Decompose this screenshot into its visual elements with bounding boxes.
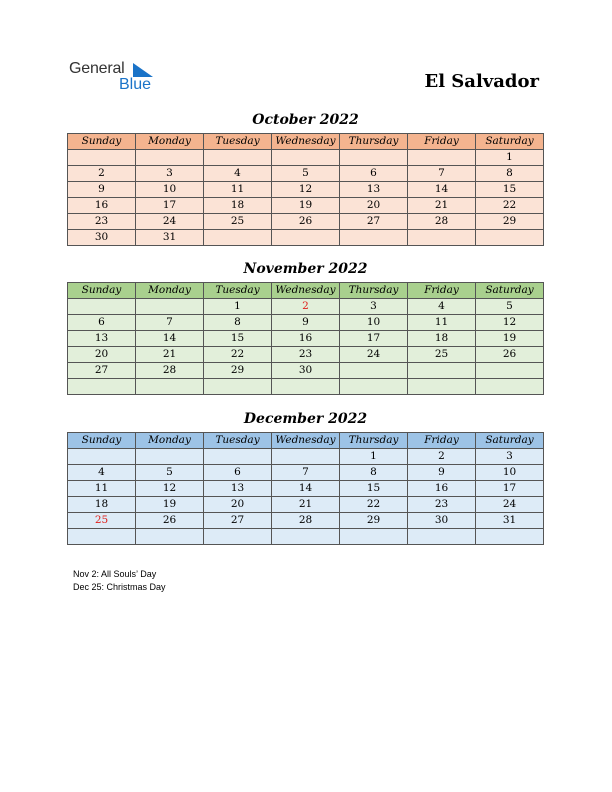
weekday-header: Tuesday xyxy=(204,433,272,449)
weekday-header: Sunday xyxy=(68,433,136,449)
day-cell: 29 xyxy=(204,363,272,379)
day-cell: 31 xyxy=(136,230,204,246)
day-cell: 6 xyxy=(340,166,408,182)
weekday-header: Monday xyxy=(136,134,204,150)
day-cell: 14 xyxy=(272,481,340,497)
month-title-october: October 2022 xyxy=(252,112,359,128)
day-cell xyxy=(204,230,272,246)
day-cell: 21 xyxy=(136,347,204,363)
day-cell: 24 xyxy=(340,347,408,363)
day-cell: 12 xyxy=(136,481,204,497)
day-cell xyxy=(272,529,340,545)
day-cell: 8 xyxy=(204,315,272,331)
week-row xyxy=(68,198,544,214)
day-cell xyxy=(408,379,476,395)
weekday-header: Monday xyxy=(136,283,204,299)
week-row xyxy=(68,529,544,545)
day-cell xyxy=(272,449,340,465)
day-cell: 23 xyxy=(408,497,476,513)
calendar-body xyxy=(68,299,544,395)
month-title-december: December 2022 xyxy=(243,411,368,427)
day-cell: 28 xyxy=(272,513,340,529)
day-cell xyxy=(204,379,272,395)
day-cell xyxy=(340,230,408,246)
day-cell: 16 xyxy=(272,331,340,347)
day-cell: 16 xyxy=(68,198,136,214)
day-cell: 3 xyxy=(340,299,408,315)
weekday-header: Sunday xyxy=(68,134,136,150)
day-cell: 11 xyxy=(408,315,476,331)
day-cell: 21 xyxy=(408,198,476,214)
day-cell xyxy=(340,363,408,379)
week-row xyxy=(68,166,544,182)
day-cell xyxy=(476,379,544,395)
weekday-header: Tuesday xyxy=(204,134,272,150)
day-cell: 12 xyxy=(272,182,340,198)
day-cell xyxy=(204,150,272,166)
day-cell xyxy=(68,529,136,545)
day-cell xyxy=(204,529,272,545)
country-title: El Salvador xyxy=(424,71,539,92)
day-cell: 9 xyxy=(68,182,136,198)
week-row xyxy=(68,230,544,246)
week-row xyxy=(68,465,544,481)
day-cell: 20 xyxy=(204,497,272,513)
weekday-header: Monday xyxy=(136,433,204,449)
day-cell xyxy=(136,299,204,315)
weekday-header: Tuesday xyxy=(204,283,272,299)
day-cell: 18 xyxy=(408,331,476,347)
weekday-header: Wednesday xyxy=(272,433,340,449)
day-cell: 9 xyxy=(408,465,476,481)
day-cell: 3 xyxy=(476,449,544,465)
day-cell: 15 xyxy=(340,481,408,497)
day-cell: 23 xyxy=(68,214,136,230)
weekday-header: Sunday xyxy=(68,283,136,299)
day-cell xyxy=(136,449,204,465)
day-cell: 11 xyxy=(204,182,272,198)
week-row xyxy=(68,513,544,529)
day-cell: 21 xyxy=(272,497,340,513)
day-cell xyxy=(136,529,204,545)
day-cell: 17 xyxy=(476,481,544,497)
day-cell: 4 xyxy=(204,166,272,182)
day-cell xyxy=(408,150,476,166)
day-cell: 30 xyxy=(272,363,340,379)
logo-general-text: General xyxy=(69,60,125,77)
calendar-body xyxy=(68,449,544,545)
day-cell: 29 xyxy=(476,214,544,230)
day-cell: 28 xyxy=(136,363,204,379)
day-cell: 2 xyxy=(408,449,476,465)
day-cell: 30 xyxy=(68,230,136,246)
week-row xyxy=(68,299,544,315)
day-cell: 5 xyxy=(136,465,204,481)
day-cell: 4 xyxy=(408,299,476,315)
day-cell: 16 xyxy=(408,481,476,497)
day-cell: 19 xyxy=(272,198,340,214)
day-cell: 6 xyxy=(204,465,272,481)
day-cell: 19 xyxy=(136,497,204,513)
weekday-header-row xyxy=(68,433,544,449)
day-cell: 18 xyxy=(68,497,136,513)
week-row xyxy=(68,150,544,166)
day-cell: 5 xyxy=(476,299,544,315)
weekday-header: Saturday xyxy=(476,283,544,299)
holiday-note: Nov 2: All Souls’ Day xyxy=(73,569,157,579)
day-cell xyxy=(68,150,136,166)
day-cell: 7 xyxy=(136,315,204,331)
day-cell: 9 xyxy=(272,315,340,331)
day-cell xyxy=(272,150,340,166)
day-cell xyxy=(136,379,204,395)
weekday-header: Wednesday xyxy=(272,134,340,150)
calendar-october xyxy=(67,133,544,246)
day-cell: 22 xyxy=(340,497,408,513)
weekday-header: Friday xyxy=(408,134,476,150)
day-cell: 1 xyxy=(340,449,408,465)
week-row xyxy=(68,481,544,497)
day-cell: 24 xyxy=(136,214,204,230)
day-cell: 1 xyxy=(204,299,272,315)
day-cell: 18 xyxy=(204,198,272,214)
day-cell: 19 xyxy=(476,331,544,347)
calendar-november xyxy=(67,282,544,395)
day-cell xyxy=(340,150,408,166)
day-cell xyxy=(476,529,544,545)
day-cell: 24 xyxy=(476,497,544,513)
day-cell: 31 xyxy=(476,513,544,529)
day-cell: 7 xyxy=(272,465,340,481)
day-cell: 5 xyxy=(272,166,340,182)
day-cell: 14 xyxy=(136,331,204,347)
day-cell: 15 xyxy=(204,331,272,347)
day-cell: 13 xyxy=(204,481,272,497)
day-cell: 17 xyxy=(340,331,408,347)
day-cell: 13 xyxy=(340,182,408,198)
day-cell: 26 xyxy=(272,214,340,230)
day-cell: 13 xyxy=(68,331,136,347)
week-row xyxy=(68,497,544,513)
day-cell: 14 xyxy=(408,182,476,198)
day-cell: 22 xyxy=(204,347,272,363)
generalblue-logo xyxy=(69,60,169,100)
day-cell: 10 xyxy=(136,182,204,198)
holiday-notes xyxy=(73,568,166,594)
weekday-header: Friday xyxy=(408,283,476,299)
day-cell: 12 xyxy=(476,315,544,331)
day-cell xyxy=(408,363,476,379)
weekday-header: Thursday xyxy=(340,134,408,150)
weekday-header: Friday xyxy=(408,433,476,449)
day-cell xyxy=(408,230,476,246)
week-row xyxy=(68,331,544,347)
day-cell: 15 xyxy=(476,182,544,198)
weekday-header: Thursday xyxy=(340,433,408,449)
day-cell: 28 xyxy=(408,214,476,230)
weekday-header-row xyxy=(68,283,544,299)
weekday-header: Thursday xyxy=(340,283,408,299)
day-cell: 17 xyxy=(136,198,204,214)
day-cell: 20 xyxy=(68,347,136,363)
day-cell: 2 xyxy=(68,166,136,182)
day-cell: 26 xyxy=(476,347,544,363)
logo-blue-text: Blue xyxy=(119,76,152,93)
weekday-header: Wednesday xyxy=(272,283,340,299)
day-cell xyxy=(476,230,544,246)
day-cell: 27 xyxy=(204,513,272,529)
day-cell: 10 xyxy=(340,315,408,331)
week-row xyxy=(68,214,544,230)
day-cell: 20 xyxy=(340,198,408,214)
week-row xyxy=(68,315,544,331)
day-cell xyxy=(272,379,340,395)
day-cell: 3 xyxy=(136,166,204,182)
day-cell: 8 xyxy=(476,166,544,182)
day-cell xyxy=(340,529,408,545)
day-cell: 7 xyxy=(408,166,476,182)
day-cell xyxy=(68,299,136,315)
day-cell xyxy=(476,363,544,379)
week-row xyxy=(68,379,544,395)
holiday-day-cell: 2 xyxy=(272,299,340,315)
day-cell: 25 xyxy=(408,347,476,363)
day-cell: 23 xyxy=(272,347,340,363)
month-title-november: November 2022 xyxy=(243,261,368,277)
week-row xyxy=(68,449,544,465)
weekday-header: Saturday xyxy=(476,134,544,150)
calendar-december xyxy=(67,432,544,545)
day-cell: 26 xyxy=(136,513,204,529)
day-cell xyxy=(340,379,408,395)
day-cell: 6 xyxy=(68,315,136,331)
day-cell xyxy=(272,230,340,246)
weekday-header-row xyxy=(68,134,544,150)
day-cell: 30 xyxy=(408,513,476,529)
logo-triangle-icon xyxy=(133,63,153,77)
week-row xyxy=(68,182,544,198)
day-cell: 11 xyxy=(68,481,136,497)
weekday-header: Saturday xyxy=(476,433,544,449)
day-cell: 4 xyxy=(68,465,136,481)
day-cell: 29 xyxy=(340,513,408,529)
day-cell xyxy=(408,529,476,545)
day-cell: 1 xyxy=(476,150,544,166)
day-cell xyxy=(204,449,272,465)
holiday-note: Dec 25: Christmas Day xyxy=(73,582,166,592)
day-cell: 25 xyxy=(204,214,272,230)
day-cell: 22 xyxy=(476,198,544,214)
day-cell: 27 xyxy=(340,214,408,230)
calendar-body xyxy=(68,150,544,246)
day-cell: 27 xyxy=(68,363,136,379)
day-cell: 8 xyxy=(340,465,408,481)
holiday-day-cell: 25 xyxy=(68,513,136,529)
day-cell: 10 xyxy=(476,465,544,481)
day-cell xyxy=(68,449,136,465)
week-row xyxy=(68,347,544,363)
day-cell xyxy=(136,150,204,166)
day-cell xyxy=(68,379,136,395)
week-row xyxy=(68,363,544,379)
